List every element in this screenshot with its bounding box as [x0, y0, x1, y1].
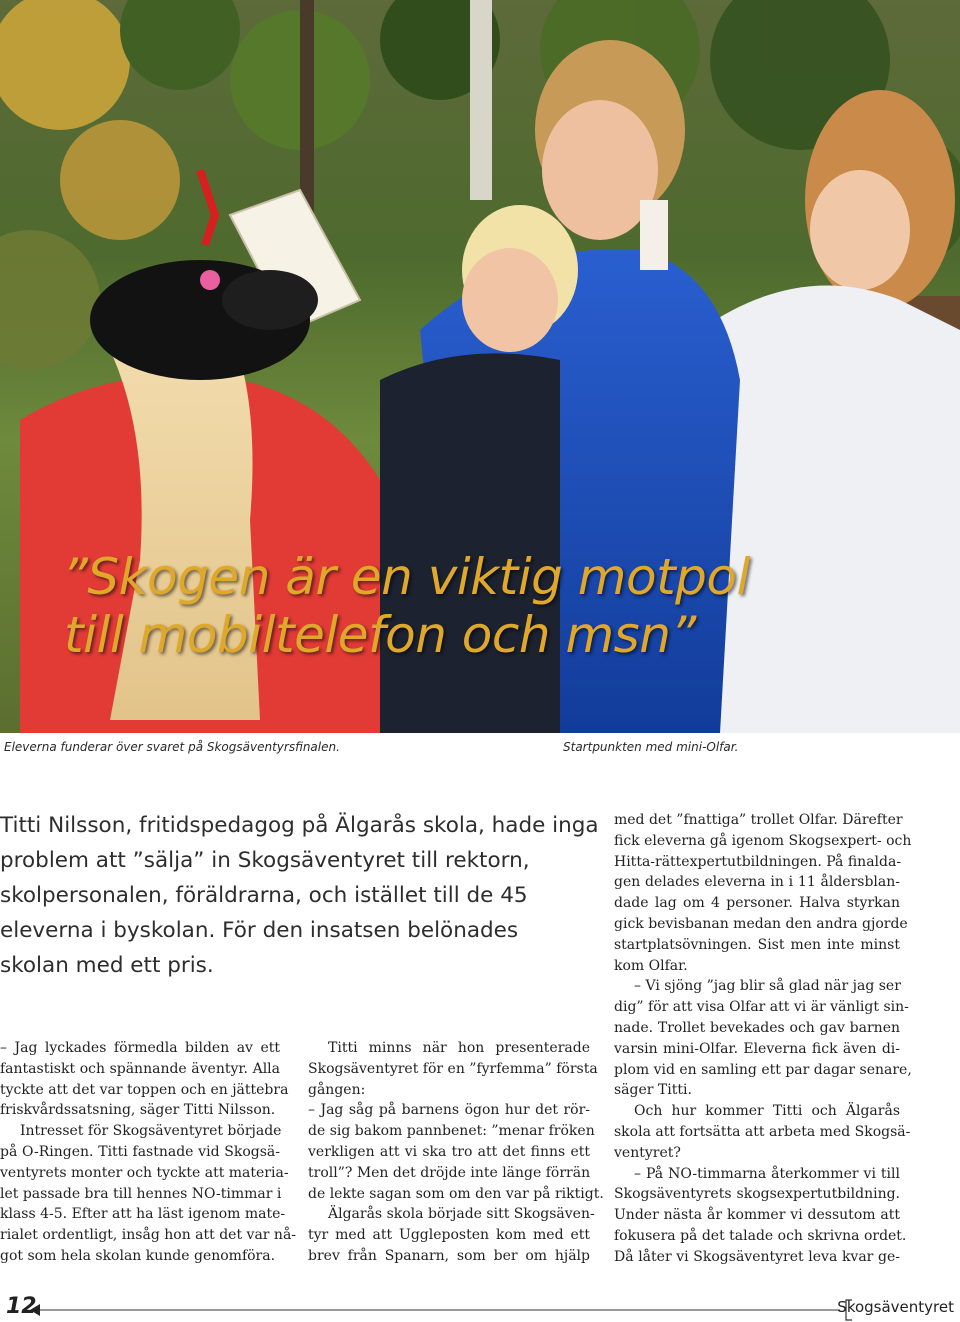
text-line: säger Titti. — [614, 1082, 692, 1099]
text-line: plom vid en samling ett par dagar senare, — [614, 1061, 912, 1078]
text-line: varsin mini-Olfar. Eleverna fick även di- — [614, 1040, 900, 1057]
text-line: fokusera på det talade och skrivna ordet. — [614, 1227, 907, 1244]
text-line: på O-Ringen. Titti fastnade vid Skogsä- — [0, 1143, 280, 1160]
intro-line: eleverna i byskolan. För den insatsen belönades — [0, 918, 519, 943]
text-line: fantastiskt och spännande äventyr. Alla — [0, 1060, 280, 1077]
text-line: dade lag om 4 personer. Halva styrkan — [614, 895, 900, 912]
text-line: gången: — [308, 1081, 366, 1098]
text-line: got som hela skolan kunde genomföra. — [0, 1247, 276, 1264]
text-line: verkligen att vi ska tro att det finns ett — [308, 1143, 590, 1160]
text-line: tyr med att Uggleposten kom med ett — [308, 1227, 590, 1244]
intro-line: problem att ”sälja” in Skogsäventyret till rektorn, — [0, 848, 530, 873]
text-line: dig” för att visa Olfar att vi är vänligt sin- — [614, 999, 909, 1016]
intro-paragraph — [0, 808, 599, 983]
text-line: rialet ordentligt, insåg hon att det var nå- — [0, 1227, 297, 1244]
body-column-1 — [0, 1038, 297, 1267]
text-line: Under nästa år kommer vi dessutom att — [614, 1207, 900, 1224]
text-line: kom Olfar. — [614, 957, 688, 974]
text-line: ventyret? — [614, 1144, 681, 1161]
photo-caption-right: Startpunkten med mini-Olfar. — [563, 740, 739, 754]
text-line: troll”? Men det dröjde inte länge förrän — [308, 1164, 591, 1181]
text-line: med det ”fnattiga” trollet Olfar. Därefter — [614, 812, 903, 828]
text-line: Skogsäventyret för en ”fyrfemma” första — [308, 1060, 598, 1077]
intro-line: skolan med ett pris. — [0, 953, 214, 978]
text-line: fick eleverna gå igenom Skogsexpert- och — [614, 832, 912, 849]
text-line: brev från Spanarn, som ber om hjälp — [308, 1247, 590, 1264]
text-line: Skogsäventyrets skogsexpertutbildning. — [614, 1186, 900, 1203]
text-line: – Vi sjöng ”jag blir så glad när jag ser — [634, 978, 901, 995]
headline-line-2: till mobiltelefon och msn” — [64, 606, 696, 664]
text-line: gen delades eleverna in i 11 åldersblan- — [614, 874, 900, 891]
text-line: skola att fortsätta att arbeta med Skogsä- — [614, 1123, 911, 1140]
text-line: Och hur kommer Titti och Älgarås — [634, 1103, 900, 1120]
page-number: 12 — [6, 1294, 37, 1319]
text-line: Titti minns när hon presenterade — [328, 1040, 590, 1056]
photo-caption-left: Eleverna funderar över svaret på Skogsäventyrsfinalen. — [4, 740, 340, 754]
text-line: de sig bakom pannbenet: ”menar fröken — [308, 1123, 595, 1140]
headline — [62, 548, 922, 664]
text-line: friskvårdssatsning, säger Titti Nilsson. — [0, 1102, 276, 1119]
footer-brand: Skogsäventyret — [837, 1298, 954, 1316]
text-line: – På NO-timmarna återkommer vi till — [634, 1165, 900, 1182]
text-line: ventyrets monter och tyckte att materia- — [0, 1164, 289, 1181]
intro-line: Titti Nilsson, fritidspedagog på Älgarås skola, hade inga — [0, 813, 599, 838]
text-line: let passade bra till hennes NO-timmar i — [0, 1185, 282, 1202]
text-line: – Jag lyckades förmedla bilden av ett — [0, 1040, 280, 1056]
text-line: klass 4-5. Efter att ha läst igenom mate- — [0, 1206, 286, 1223]
text-line: Hitta-rättexpertutbildningen. På finalda- — [614, 853, 902, 870]
intro-line: skolpersonalen, föräldrarna, och istället till de 45 — [0, 883, 528, 908]
body-column-3 — [614, 810, 912, 1268]
text-line: nade. Trollet bevekades och gav barnen — [614, 1019, 900, 1036]
headline-line-1: ”Skogen är en viktig motpol — [62, 548, 750, 606]
text-line: gick bevisbanan medan den andra gjorde — [614, 915, 908, 932]
text-line: startplatsövningen. Sist men inte minst — [614, 936, 900, 953]
text-line: tyckte att det var toppen och en jättebra — [0, 1081, 289, 1098]
body-column-2 — [308, 1038, 604, 1267]
footer-rule — [0, 1298, 960, 1322]
text-line: Intresset för Skogsäventyret började — [20, 1123, 282, 1140]
text-line: Älgarås skola började sitt Skogsäven- — [328, 1206, 595, 1223]
text-line: – Jag såg på barnens ögon hur det rör- — [308, 1102, 590, 1119]
text-line: Då låter vi Skogsäventyret leva kvar ge- — [614, 1248, 900, 1265]
text-line: de lekte sagan som om den var på riktigt. — [308, 1185, 604, 1202]
